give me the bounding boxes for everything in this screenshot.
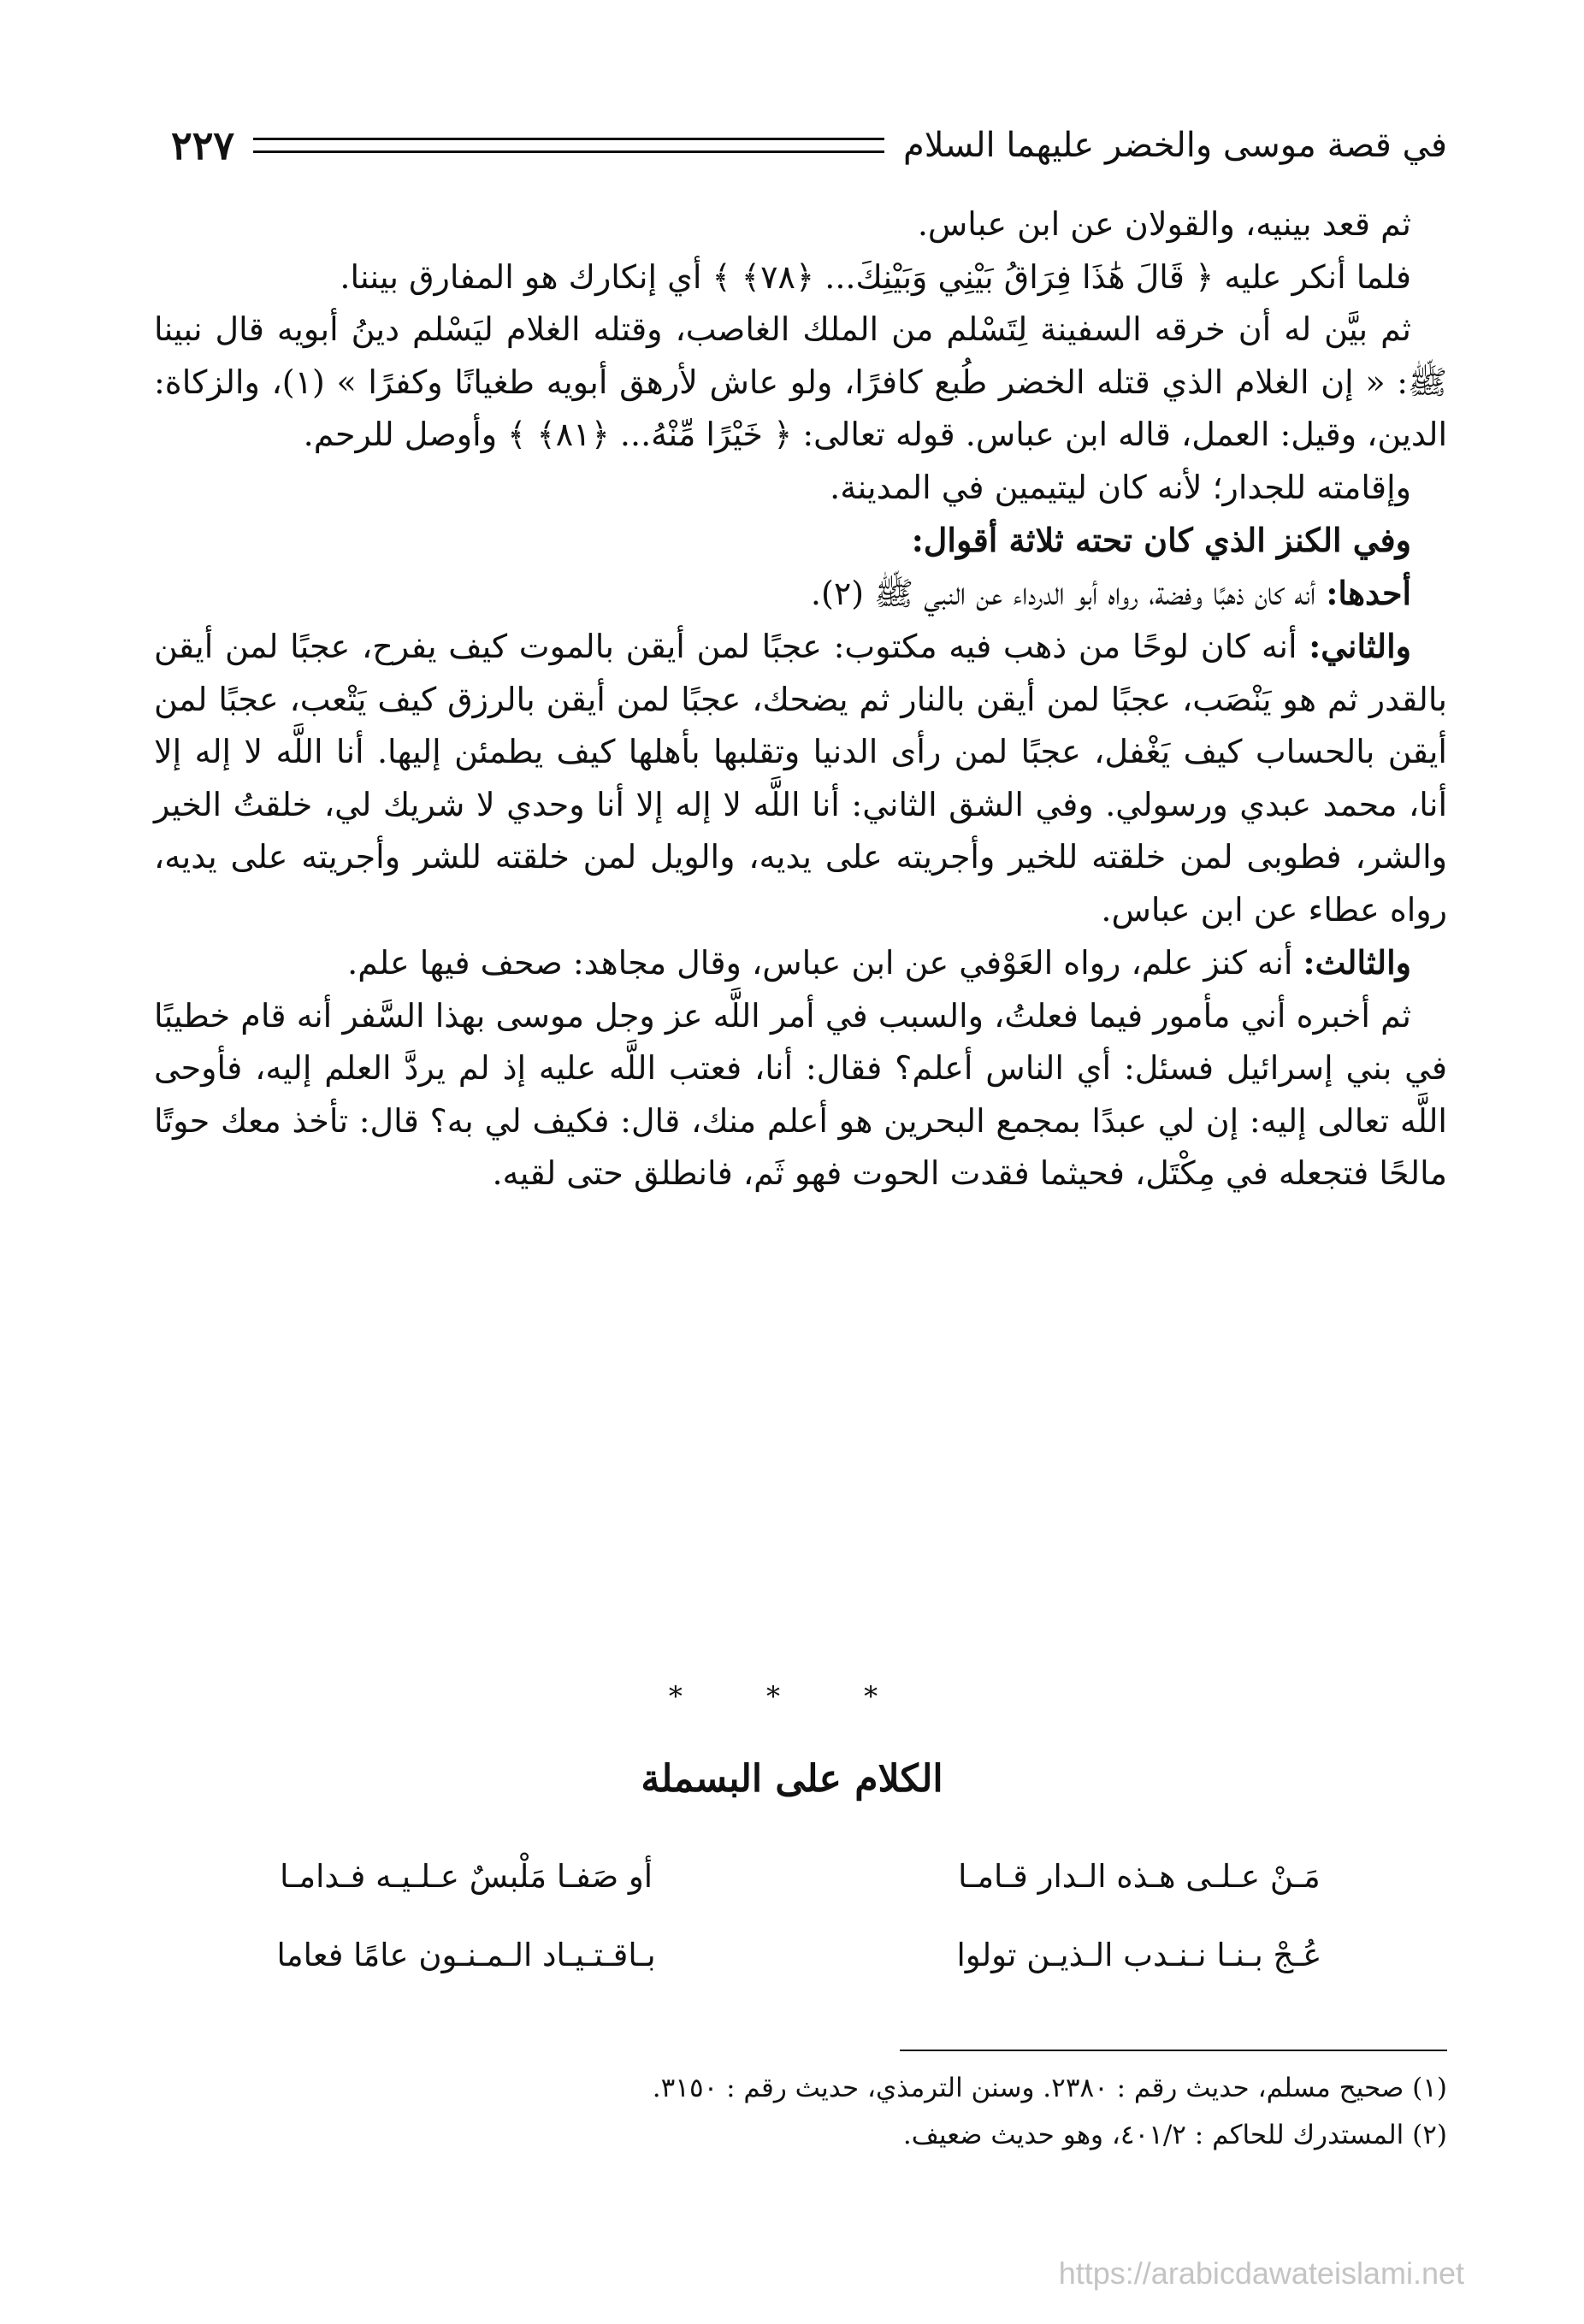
paragraph-3: ثم بيَّن له أن خرقه السفينة لِتَسْلم من الملك الغاصب، وقتله الغلام ليَسْلم دينُ أبويه قال نبينا ﷺ: « إن الغلام الذي قتله الخضر طُبع كافرًا، ولو عاش لأرهق أبويه طغيانًا وكفرًا » (١)، والزكاة: الدين، وقيل: العمل، قاله ابن عباس. قوله تعالى: ﴿ خَيْرًا مِّنْهُ... ﴿٨١﴾ ﴾ وأوصل للرحم. xyxy=(154,310,1447,453)
page-number: ٢٢٧ xyxy=(171,122,235,168)
treasure-heading: وفي الكنز الذي كان تحته ثلاثة أقوال: xyxy=(911,521,1411,559)
section-separator: * * * xyxy=(668,1680,916,1713)
paragraph-4: وإقامته للجدار؛ لأنه كان ليتيمين في المدينة. xyxy=(830,468,1411,506)
first-opinion-text: أنه كان ذهبًا وفضة، رواه أبو الدرداء عن النبي ﷺ (٢). xyxy=(810,574,1327,612)
page-header xyxy=(171,115,1447,175)
verse-row xyxy=(180,1837,1426,1915)
watermark-url: https://arabicdawateislami.net xyxy=(1058,2256,1464,2291)
treasure-third-opinion xyxy=(154,936,1447,990)
paragraph-1: ثم قعد بينيه، والقولان عن ابن عباس. xyxy=(917,205,1411,243)
second-opinion-text: أنه كان لوحًا من ذهب فيه مكتوب: عجبًا لمن أيقن بالموت كيف يفرح، عجبًا لمن أيقن بالقدر ثم هو يَنْصَب، عجبًا لمن أيقن بالنار ثم يضحك، عجبًا لمن أيقن بالرزق كيف يَتْعب، عجبًا لمن أيقن بالحساب كيف يَغْفل، عجبًا لمن رأى الدنيا وتقلبها بأهلها كيف يطمئن إليها. أنا اللَّه لا إله إلا أنا، محمد عبدي ورسولي. وفي الشق الثاني: أنا اللَّه لا إله إلا أنا وحدي لا شريك لي، خلقتُ الخير والشر، فطوبى لمن خلقته للخير وأجريته على يديه، والويل لمن خلقته للشر وأجريته على يديه، رواه عطاء عن ابن عباس. xyxy=(154,628,1447,929)
closing-paragraph: ثم أخبره أني مأمور فيما فعلتُ، والسبب في أمر اللَّه عز وجل موسى بهذا السَّفر أنه قام خطيبًا في بني إسرائيل فسئل: أي الناس أعلم؟ فقال: أنا، فعتب اللَّه عليه إذ لم يردَّ العلم إليه، فأوحى اللَّه تعالى إليه: إن لي عبدًا بمجمع البحرين هو أعلم منك، قال: فكيف لي به؟ قال: تأخذ معك حوتًا مالحًا فتجعله في مِكْتَل، فحيثما فقدت الحوت فهو ثَم، فانطلق حتى لقيه. xyxy=(154,996,1447,1192)
paragraph-2: فلما أنكر عليه ﴿ قَالَ هَٰذَا فِرَاقُ بَيْنِي وَبَيْنِكَ... ﴿٧٨﴾ ﴾ أي إنكارك هو المفارق بيننا. xyxy=(340,257,1411,296)
verse-first-hemistich: عُـجْ بـنـا نـنـدب الـذيـن تولوا xyxy=(956,1936,1322,1973)
footnotes xyxy=(154,2065,1447,2159)
verse-second-hemistich: أو صَفـا مَلْبسٌ عـلـيـه فـدامـا xyxy=(280,1857,653,1895)
third-opinion-label: والثالث: xyxy=(1303,943,1411,982)
first-opinion-label: أحدها: xyxy=(1326,573,1411,612)
footnote-2: (٢) المستدرك للحاكم : ٤٠١/٢، وهو حديث ضعيف. xyxy=(902,2120,1447,2150)
body-text xyxy=(154,198,1447,1200)
poem-verses xyxy=(180,1837,1426,1994)
second-opinion-label: والثاني: xyxy=(1309,627,1411,665)
treasure-second-opinion xyxy=(154,620,1447,936)
section-title: الكلام على البسملة xyxy=(641,1757,943,1801)
verse-first-hemistich: مَـنْ عـلـى هـذه الـدار قـامـا xyxy=(958,1857,1321,1895)
verse-second-hemistich: بـاقـتـيـاد الـمـنـون عامًا فعاما xyxy=(276,1936,656,1973)
running-title: في قصة موسى والخضر عليهما السلام xyxy=(903,126,1447,165)
footnote-divider xyxy=(900,2050,1447,2051)
header-double-rule xyxy=(253,138,884,153)
verse-row xyxy=(180,1915,1426,1994)
third-opinion-text: أنه كنز علم، رواه العَوْفي عن ابن عباس، وقال مجاهد: صحف فيها علم. xyxy=(347,944,1303,982)
footnote-1: (١) صحيح مسلم، حديث رقم : ٢٣٨٠. وسنن الترمذي، حديث رقم : ٣١٥٠. xyxy=(652,2073,1447,2103)
treasure-first-opinion xyxy=(154,567,1447,621)
